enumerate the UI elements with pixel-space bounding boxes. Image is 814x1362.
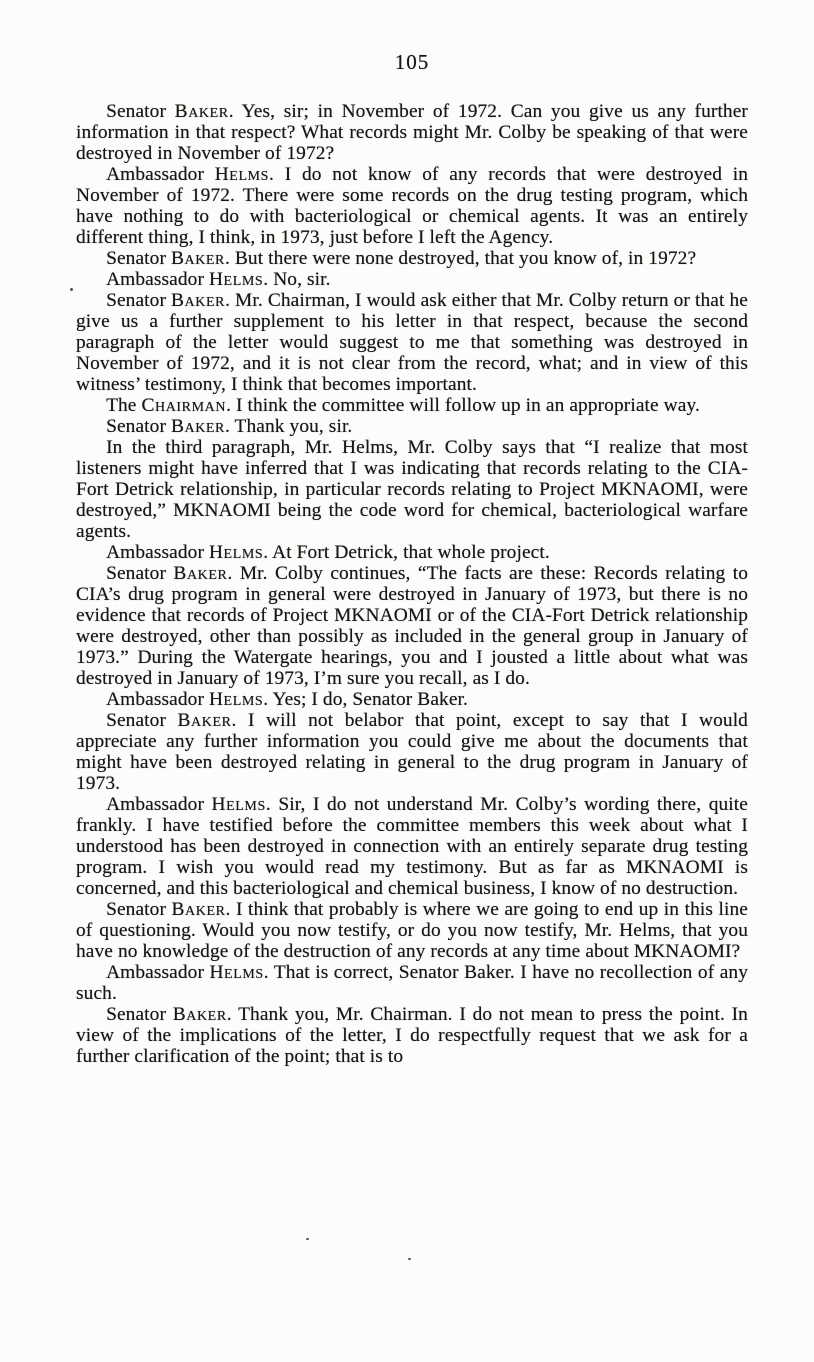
transcript-paragraph [76, 395, 748, 416]
paragraph-text: . Yes, sir; in November of 1972. Can you give us any further information in that respect? What records might Mr. Colby be speaking of that were destroyed in November of 1972? [76, 101, 748, 164]
transcript-paragraph [76, 794, 748, 899]
speaker-prefix: Senator [106, 290, 172, 311]
transcript-paragraph [76, 563, 748, 689]
speaker-name: Baker [172, 1004, 227, 1025]
speaker-prefix: Ambassador [106, 164, 215, 185]
speaker-name: Helms [208, 542, 264, 563]
transcript-paragraph [76, 899, 748, 962]
speaker-prefix: Senator [106, 1004, 173, 1025]
speaker-name: Baker [170, 416, 225, 437]
paragraph-text: . Yes; I do, Senator Baker. [263, 689, 468, 710]
transcript-paragraph [76, 542, 748, 563]
paragraph-text: . At Fort Detrick, that whole project. [263, 542, 550, 563]
speaker-name: Helms [208, 269, 264, 290]
paragraph-text: . I think that probably is where we are going to end up in this line of questioning. Would you now testify, or do you now testify, Mr. Helms, that you have no knowledge of the destruction of any records at any time about MKNAOMI? [76, 899, 748, 962]
paragraph-text: . Sir, I do not understand Mr. Colby’s wording there, quite frankly. I have testified before the committee members this week about what I understood has been destroyed in connection with an entirely separate drug testing program. I wish you would read my testimony. But as far as MKNAOMI is concerned, and this bacteriological and chemical business, I know of no destruction. [76, 794, 748, 899]
speaker-name: Chairman [141, 395, 227, 416]
speaker-name: Helms [208, 689, 264, 710]
paragraph-text: . Mr. Chairman, I would ask either that Mr. Colby return or that he give us a further supplement to his letter in that respect, because the second paragraph of the letter would suggest to me that something was destroyed in November of 1972, and it is not clear from the record, what; and in view of this witness’ testimony, I think that becomes important. [76, 290, 748, 395]
paragraph-text: In the third paragraph, Mr. Helms, Mr. Colby says that “I realize that most listeners might have inferred that I was indicating that records relating to the CIA-Fort Detrick relationship, in particular records relating to Project MKNAOMI, were destroyed,” MKNAOMI being the code word for chemical, bacteriological warfare agents. [76, 437, 748, 542]
speaker-name: Helms [211, 794, 266, 815]
scan-speck [306, 1238, 309, 1240]
speaker-name: Baker [177, 710, 232, 731]
transcript-paragraph [76, 416, 748, 437]
speaker-prefix: Ambassador [106, 542, 209, 563]
speaker-prefix: Ambassador [106, 794, 212, 815]
speaker-prefix: The [106, 395, 142, 416]
speaker-prefix: Ambassador [106, 962, 210, 983]
transcript-paragraph [76, 290, 748, 395]
transcript-paragraph [76, 1004, 748, 1067]
speaker-prefix: Senator [106, 416, 171, 437]
speaker-prefix: Senator [106, 899, 172, 920]
paragraph-text: . That is correct, Senator Baker. I have no recollection of any such. [76, 962, 748, 1004]
transcript-paragraph [76, 164, 748, 248]
speaker-prefix: Ambassador [106, 689, 209, 710]
transcript-paragraph [76, 710, 748, 794]
speaker-name: Baker [171, 899, 226, 920]
speaker-prefix: Senator [106, 563, 174, 584]
speaker-prefix: Senator [106, 248, 171, 269]
scan-speck [70, 288, 73, 291]
transcript-paragraph [76, 269, 748, 290]
paragraph-text: . I will not belabor that point, except to say that I would appreciate any further information you could give me about the documents that might have been destroyed relating in general to the drug program in January of 1973. [76, 710, 748, 794]
transcript-paragraph [76, 689, 748, 710]
speaker-name: Baker [170, 248, 225, 269]
scan-speck [408, 1258, 411, 1260]
paragraph-text: . Mr. Colby continues, “The facts are these: Records relating to CIA’s drug program in general were destroyed in January of 1973, but there is no evidence that records of Project MKNAOMI or of the CIA-Fort Detrick relationship were destroyed, other than possibly as included in the general group in January of 1973.” During the Watergate hearings, you and I jousted a little about what was destroyed in January of 1973, I’m sure you recall, as I do. [76, 563, 748, 689]
speaker-name: Baker [173, 563, 228, 584]
paragraph-text: . Thank you, sir. [225, 416, 353, 437]
transcript-paragraph [76, 962, 748, 1004]
paragraph-text: . Thank you, Mr. Chairman. I do not mean to press the point. In view of the implications of the letter, I do respectfully request that we ask for a further clarification of the point; that is to [76, 1004, 748, 1067]
speaker-prefix: Senator [106, 710, 178, 731]
transcript-paragraph [76, 101, 748, 164]
transcript-paragraph [76, 437, 748, 542]
page-number: 105 [394, 50, 430, 74]
speaker-name: Helms [214, 164, 270, 185]
paragraph-text: . I think the committee will follow up in an appropriate way. [226, 395, 700, 416]
speaker-prefix: Ambassador [106, 269, 209, 290]
paragraph-text: . I do not know of any records that were destroyed in November of 1972. There were some records on the drug testing program, which have nothing to do with bacteriological or chemical agents. It was an entirely different thing, I think, in 1973, just before I left the Agency. [76, 164, 748, 248]
transcript-paragraph [76, 248, 748, 269]
transcript-body [76, 101, 748, 1067]
speaker-name: Baker [174, 101, 229, 122]
paragraph-text: . But there were none destroyed, that you know of, in 1972? [225, 248, 697, 269]
speaker-name: Helms [209, 962, 264, 983]
speaker-prefix: Senator [106, 101, 175, 122]
paragraph-text: . No, sir. [263, 269, 331, 290]
speaker-name: Baker [171, 290, 226, 311]
